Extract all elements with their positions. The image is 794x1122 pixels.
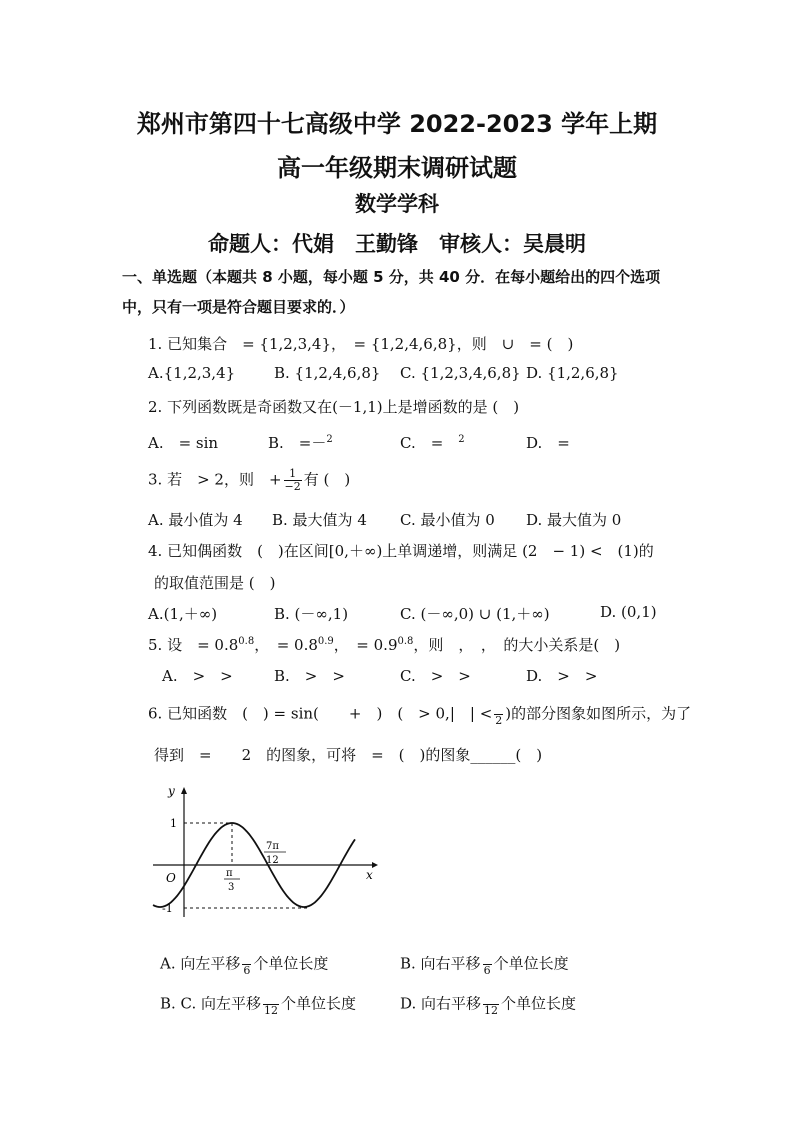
question-5-stem: 5. 设 = $0.8^{0.8}$， = $0.8^{0.9}$， = $0.9^{0.8}$，则 ， ， 的大小关系是( ) xyxy=(148,636,621,654)
q1-option-d: D. {1,2,6,8} xyxy=(526,364,619,382)
q2-option-a: A. = sin xyxy=(148,434,219,452)
fraction: 2 xyxy=(494,702,503,727)
q6-option-d: D. 向右平移 12 个单位长度 xyxy=(400,992,576,1017)
y-axis-arrow-icon xyxy=(181,787,187,794)
question-4-stem: 4. 已知偶函数 ( )在区间[0,＋∞)上单调递增，则满足 (2 − 1) < (1)的 xyxy=(148,542,654,560)
q4-option-b: B. (－∞,1) xyxy=(274,605,349,623)
fraction: 6 xyxy=(483,952,492,977)
q5-option-a: A. > > xyxy=(162,667,233,685)
q5-option-c: C. > > xyxy=(400,667,471,685)
question-6-stem-cont: 得到 = 2 的图象，可将 = ( )的图象______( ) xyxy=(154,746,543,764)
section-heading: 一、单选题（本题共 8 小题，每小题 5 分，共 40 分．在每小题给出的四个选项 xyxy=(122,268,661,286)
q2-option-c: C. = $^2$ xyxy=(400,434,465,452)
question-1-stem: 1. 已知集合 = {1,2,3,4}， = {1,2,4,6,8}，则 ∪ = ( ) xyxy=(148,335,574,353)
fraction: 12 xyxy=(263,992,279,1017)
q5-option-d: D. > > xyxy=(526,667,598,685)
q4-option-a: A.(1,＋∞) xyxy=(148,605,218,623)
x-axis-arrow-icon xyxy=(372,862,378,868)
q3-option-c: C. 最小值为 0 xyxy=(400,511,495,529)
q1-option-b: B. {1,2,4,6,8} xyxy=(274,364,381,382)
section-heading-cont: 中，只有一项是符合题目要求的．） xyxy=(122,298,355,316)
question-3-stem: 3. 若 > 2，则 + $\frac{1}{-2}$ 有 ( ) xyxy=(148,467,351,493)
q5-option-b: B. > > xyxy=(274,667,345,685)
tick-pi3-num: π xyxy=(226,868,233,879)
x-axis-label: x xyxy=(366,868,373,882)
q3-option-b: B. 最大值为 4 xyxy=(272,511,367,529)
fraction: 12 xyxy=(483,992,499,1017)
y-tick-top: 1 xyxy=(170,817,177,830)
exam-title: 郑州市第四十七高级中学 2022-2023 学年上期 xyxy=(136,110,658,138)
q6-option-c: B. C. 向左平移 12 个单位长度 xyxy=(160,992,356,1017)
q4-option-c: C. (－∞,0) ∪ (1,＋∞) xyxy=(400,605,550,623)
q1-option-c: C. {1,2,3,4,6,8} xyxy=(400,364,521,382)
fraction: 6 xyxy=(242,952,251,977)
tick-7pi12-den: 12 xyxy=(266,855,279,866)
tick-7pi12-num: 7π xyxy=(266,841,279,852)
subject-title: 数学学科 xyxy=(355,192,439,216)
origin-label: O xyxy=(166,871,176,885)
sine-graph xyxy=(150,782,380,922)
fraction: $\frac{1}{-2}$ xyxy=(284,467,301,493)
q6-option-a: A. 向左平移 6 个单位长度 xyxy=(160,952,328,977)
q2-option-b: B. =－$^2$ xyxy=(268,434,333,452)
q6-option-b: B. 向右平移 6 个单位长度 xyxy=(400,952,569,977)
q3-option-a: A. 最小值为 4 xyxy=(148,511,243,529)
y-tick-bottom: -1 xyxy=(162,902,173,915)
q4-option-d: D. (0,1) xyxy=(600,603,657,621)
q3-option-d: D. 最大值为 0 xyxy=(526,511,622,529)
authors-line: 命题人：代娟 王勤锋 审核人：吴晨明 xyxy=(208,232,586,256)
tick-pi3-den: 3 xyxy=(228,882,235,893)
exam-subtitle: 高一年级期末调研试题 xyxy=(277,154,517,182)
question-6-stem: 6. 已知函数 ( ) = sin( + ) ( > 0,| | < 2 )的部分图象如图所示，为了 xyxy=(148,702,691,727)
q1-option-a: A.{1,2,3,4} xyxy=(148,364,236,382)
q2-option-d: D. = xyxy=(526,434,570,452)
question-2-stem: 2. 下列函数既是奇函数又在(－1,1)上是增函数的是 ( ) xyxy=(148,398,520,416)
question-4-stem-cont: 的取值范围是 ( ) xyxy=(154,574,276,592)
y-axis-label: y xyxy=(168,784,175,798)
